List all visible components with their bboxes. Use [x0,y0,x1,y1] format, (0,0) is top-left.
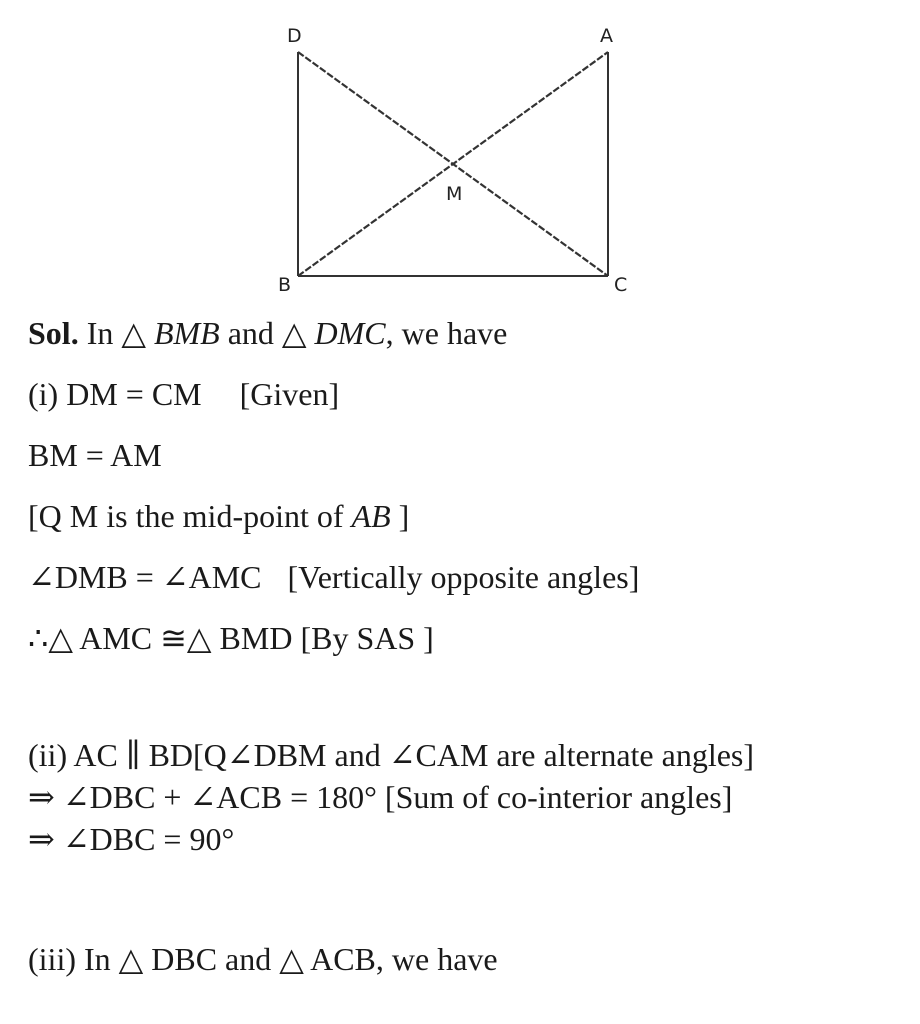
solution-intro [28,314,507,352]
geometry-figure [270,18,650,298]
label-c: C [614,274,628,296]
part-ii-statement: (ii) AC ∥ BD[Q∠DBM and ∠CAM are alternate angles] [28,737,755,773]
segment-ab-text: AB [351,498,391,534]
midpoint-reason-start: [Q M is the mid-point of [28,498,344,534]
label-a: A [600,25,613,47]
part-i-statement: (i) DM = CM [28,376,202,412]
part-iii-statement: (iii) In △ DBC and △ ACB, we have [28,941,498,977]
part-ii-line [28,736,754,774]
implies-statement-2: ⇒ ∠DBC = 90° [28,821,235,857]
triangle-bmb: BMB [153,315,220,351]
part-i-reason: [Given] [239,376,340,412]
midpoint-reason-line [28,497,409,535]
label-d: D [287,25,302,47]
intro-text: In △ [86,315,146,351]
implies-statement-1: ⇒ ∠DBC + ∠ACB = 180° [Sum of co-interior angles] [28,779,733,815]
label-m: M [446,183,463,205]
bm-am-statement: BM = AM [28,437,162,473]
congruence-statement: ∴△ AMC ≅△ BMD [By SAS ] [28,620,434,656]
triangle-dmc: DMC [314,315,386,351]
congruence-line [28,619,434,657]
part-i-line [28,375,339,413]
sol-label: Sol. [28,315,79,351]
angle-statement: ∠DMB = ∠AMC [28,559,262,595]
midpoint-reason-end: ] [390,498,410,534]
part-iii-line [28,940,498,978]
bm-am-line [28,436,162,474]
and-triangle: and △ [227,315,307,351]
implies-line-1 [28,778,732,816]
angle-reason: [Vertically opposite angles] [287,559,640,595]
label-b: B [278,274,292,296]
intro-tail: , we have [385,315,508,351]
angle-line [28,558,639,596]
implies-line-2 [28,820,234,858]
